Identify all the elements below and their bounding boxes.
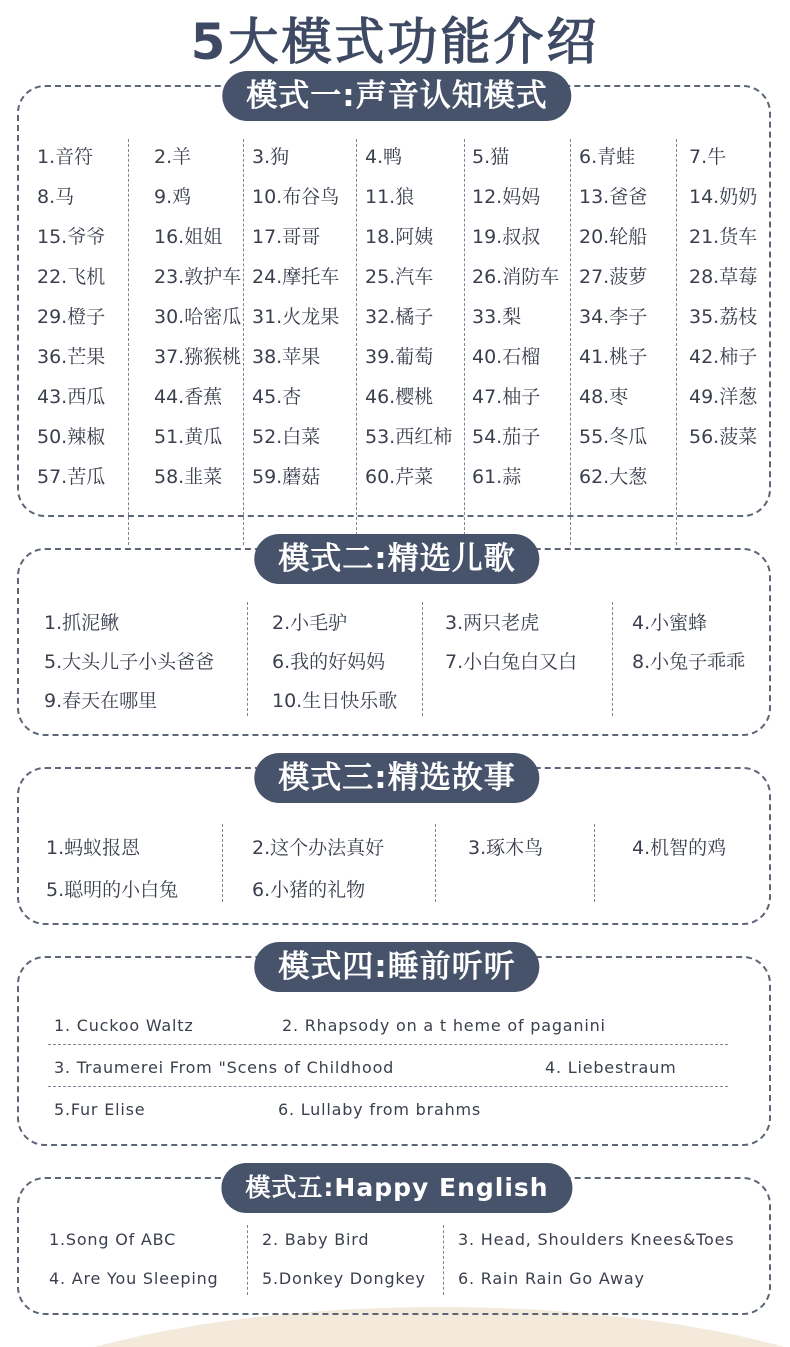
mode-1-item: 59.蘑菇 [252, 466, 321, 488]
mode-1-item: 56.菠菜 [689, 426, 758, 448]
mode-1-item: 10.布谷鸟 [252, 186, 340, 208]
mode-3-item: 4.机智的鸡 [632, 837, 727, 859]
mode-1-item: 33.梨 [472, 306, 522, 328]
mode-1-item: 46.樱桃 [365, 386, 434, 408]
mode-2-item: 7.小白兔白又白 [445, 651, 578, 673]
mode-5-heading: 模式五:Happy English [221, 1163, 572, 1213]
mode-1-item: 36.芒果 [37, 346, 106, 368]
mode-1-item: 60.芹菜 [365, 466, 434, 488]
mode-1-item: 45.杏 [252, 386, 302, 408]
mode-1-item: 3.狗 [252, 146, 290, 168]
mode-4-heading: 模式四:睡前听听 [254, 942, 539, 992]
mode-1-item: 19.叔叔 [472, 226, 541, 248]
column-divider [128, 139, 129, 545]
mode-1-item: 21.货车 [689, 226, 758, 248]
mode-1-item: 54.茄子 [472, 426, 541, 448]
mode-1-item: 11.狼 [365, 186, 415, 208]
mode-1-item: 49.洋葱 [689, 386, 758, 408]
mode-1-item: 9.鸡 [154, 186, 192, 208]
mode-2-item: 2.小毛驴 [272, 612, 348, 634]
mode-1-item: 2.羊 [154, 146, 192, 168]
mode-1-item: 30.哈密瓜 [154, 306, 242, 328]
mode-3-heading: 模式三:精选故事 [254, 753, 539, 803]
column-divider [247, 1225, 248, 1295]
mode-1-item: 61.蒜 [472, 466, 522, 488]
mode-4-item: 2. Rhapsody on a t heme of paganini [282, 1016, 606, 1035]
mode-1-item: 38.苹果 [252, 346, 321, 368]
mode-1-item: 32.橘子 [365, 306, 434, 328]
mode-2-heading: 模式二:精选儿歌 [254, 534, 539, 584]
page-title: 5大模式功能介绍 [190, 13, 600, 71]
mode-1-heading: 模式一:声音认知模式 [222, 71, 571, 121]
mode-2-item: 6.我的好妈妈 [272, 651, 386, 673]
mode-1-item: 14.奶奶 [689, 186, 758, 208]
mode-1-item: 23.敦护车 [154, 266, 242, 288]
column-divider [356, 139, 357, 545]
mode-1-item: 43.西瓜 [37, 386, 106, 408]
mode-1-item: 7.牛 [689, 146, 727, 168]
mode-1-section [17, 78, 771, 517]
mode-1-item: 55.冬瓜 [579, 426, 648, 448]
row-divider [48, 1086, 728, 1087]
mode-1-item: 41.桃子 [579, 346, 648, 368]
mode-3-item: 2.这个办法真好 [252, 837, 385, 859]
mode-5-section [17, 1173, 771, 1315]
mode-1-item: 37.猕猴桃 [154, 346, 242, 368]
mode-1-item: 47.柚子 [472, 386, 541, 408]
mode-2-item: 10.生日快乐歌 [272, 690, 398, 712]
mode-3-item: 5.聪明的小白兔 [46, 879, 179, 901]
mode-1-item: 12.妈妈 [472, 186, 541, 208]
mode-5-item: 5.Donkey Dongkey [262, 1269, 426, 1288]
mode-3-section [17, 760, 771, 925]
mode-1-item: 51.黄瓜 [154, 426, 223, 448]
mode-1-item: 34.李子 [579, 306, 648, 328]
column-divider [570, 139, 571, 545]
mode-5-item: 1.Song Of ABC [49, 1230, 177, 1249]
mode-1-item: 28.草莓 [689, 266, 758, 288]
mode-4-item: 6. Lullaby from brahms [278, 1100, 482, 1119]
mode-5-item: 6. Rain Rain Go Away [458, 1269, 645, 1288]
mode-1-item: 29.橙子 [37, 306, 106, 328]
mode-1-item: 27.菠萝 [579, 266, 648, 288]
mode-4-item: 5.Fur Elise [54, 1100, 146, 1119]
mode-1-item: 1.音符 [37, 146, 94, 168]
mode-5-item: 4. Are You Sleeping [49, 1269, 219, 1288]
mode-3-item: 6.小猪的礼物 [252, 879, 366, 901]
mode-1-item: 22.飞机 [37, 266, 106, 288]
mode-1-item: 15.爷爷 [37, 226, 106, 248]
mode-1-item: 18.阿姨 [365, 226, 434, 248]
mode-1-item: 8.马 [37, 186, 75, 208]
mode-4-item: 1. Cuckoo Waltz [54, 1016, 194, 1035]
mode-3-item: 3.琢木鸟 [468, 837, 544, 859]
mode-2-item: 1.抓泥鳅 [44, 612, 120, 634]
mode-2-item: 9.春天在哪里 [44, 690, 158, 712]
column-divider [612, 602, 613, 716]
mode-5-item: 3. Head, Shoulders Knees&Toes [458, 1230, 735, 1249]
mode-1-item: 20.轮船 [579, 226, 648, 248]
column-divider [247, 602, 248, 716]
mode-3-item: 1.蚂蚁报恩 [46, 837, 141, 859]
mode-5-item: 2. Baby Bird [262, 1230, 370, 1249]
mode-1-item: 42.柿子 [689, 346, 758, 368]
mode-2-section [17, 541, 771, 736]
mode-1-item: 4.鸭 [365, 146, 403, 168]
column-divider [676, 139, 677, 545]
mode-1-item: 50.辣椒 [37, 426, 106, 448]
column-divider [443, 1225, 444, 1295]
row-divider [48, 1044, 728, 1045]
mode-2-item: 5.大头儿子小头爸爸 [44, 651, 215, 673]
mode-1-item: 58.韭菜 [154, 466, 223, 488]
mode-1-item: 44.香蕉 [154, 386, 223, 408]
column-divider [464, 139, 465, 545]
column-divider [435, 824, 436, 902]
mode-1-item: 24.摩托车 [252, 266, 340, 288]
mode-1-item: 25.汽车 [365, 266, 434, 288]
mode-4-section [17, 949, 771, 1146]
mode-1-item: 39.葡萄 [365, 346, 434, 368]
mode-1-item: 13.爸爸 [579, 186, 648, 208]
column-divider [222, 824, 223, 902]
mode-1-item: 57.苦瓜 [37, 466, 106, 488]
mode-1-item: 5.猫 [472, 146, 510, 168]
mode-1-item: 6.青蛙 [579, 146, 636, 168]
mode-4-item: 3. Traumerei From "Scens of Childhood [54, 1058, 395, 1077]
column-divider [243, 139, 244, 545]
mode-1-item: 53.西红柿 [365, 426, 453, 448]
mode-1-item: 26.消防车 [472, 266, 560, 288]
mode-1-item: 31.火龙果 [252, 306, 340, 328]
mode-1-item: 52.白菜 [252, 426, 321, 448]
mode-2-item: 3.两只老虎 [445, 612, 540, 634]
mode-2-item: 8.小兔子乖乖 [632, 651, 746, 673]
mode-4-item: 4. Liebestraum [545, 1058, 677, 1077]
mode-2-item: 4.小蜜蜂 [632, 612, 708, 634]
column-divider [594, 824, 595, 902]
column-divider [422, 602, 423, 716]
mode-1-item: 17.哥哥 [252, 226, 321, 248]
mode-1-item: 62.大葱 [579, 466, 648, 488]
mode-1-item: 48.枣 [579, 386, 629, 408]
mode-1-item: 40.石榴 [472, 346, 541, 368]
mode-1-item: 35.荔枝 [689, 306, 758, 328]
mode-1-item: 16.姐姐 [154, 226, 223, 248]
